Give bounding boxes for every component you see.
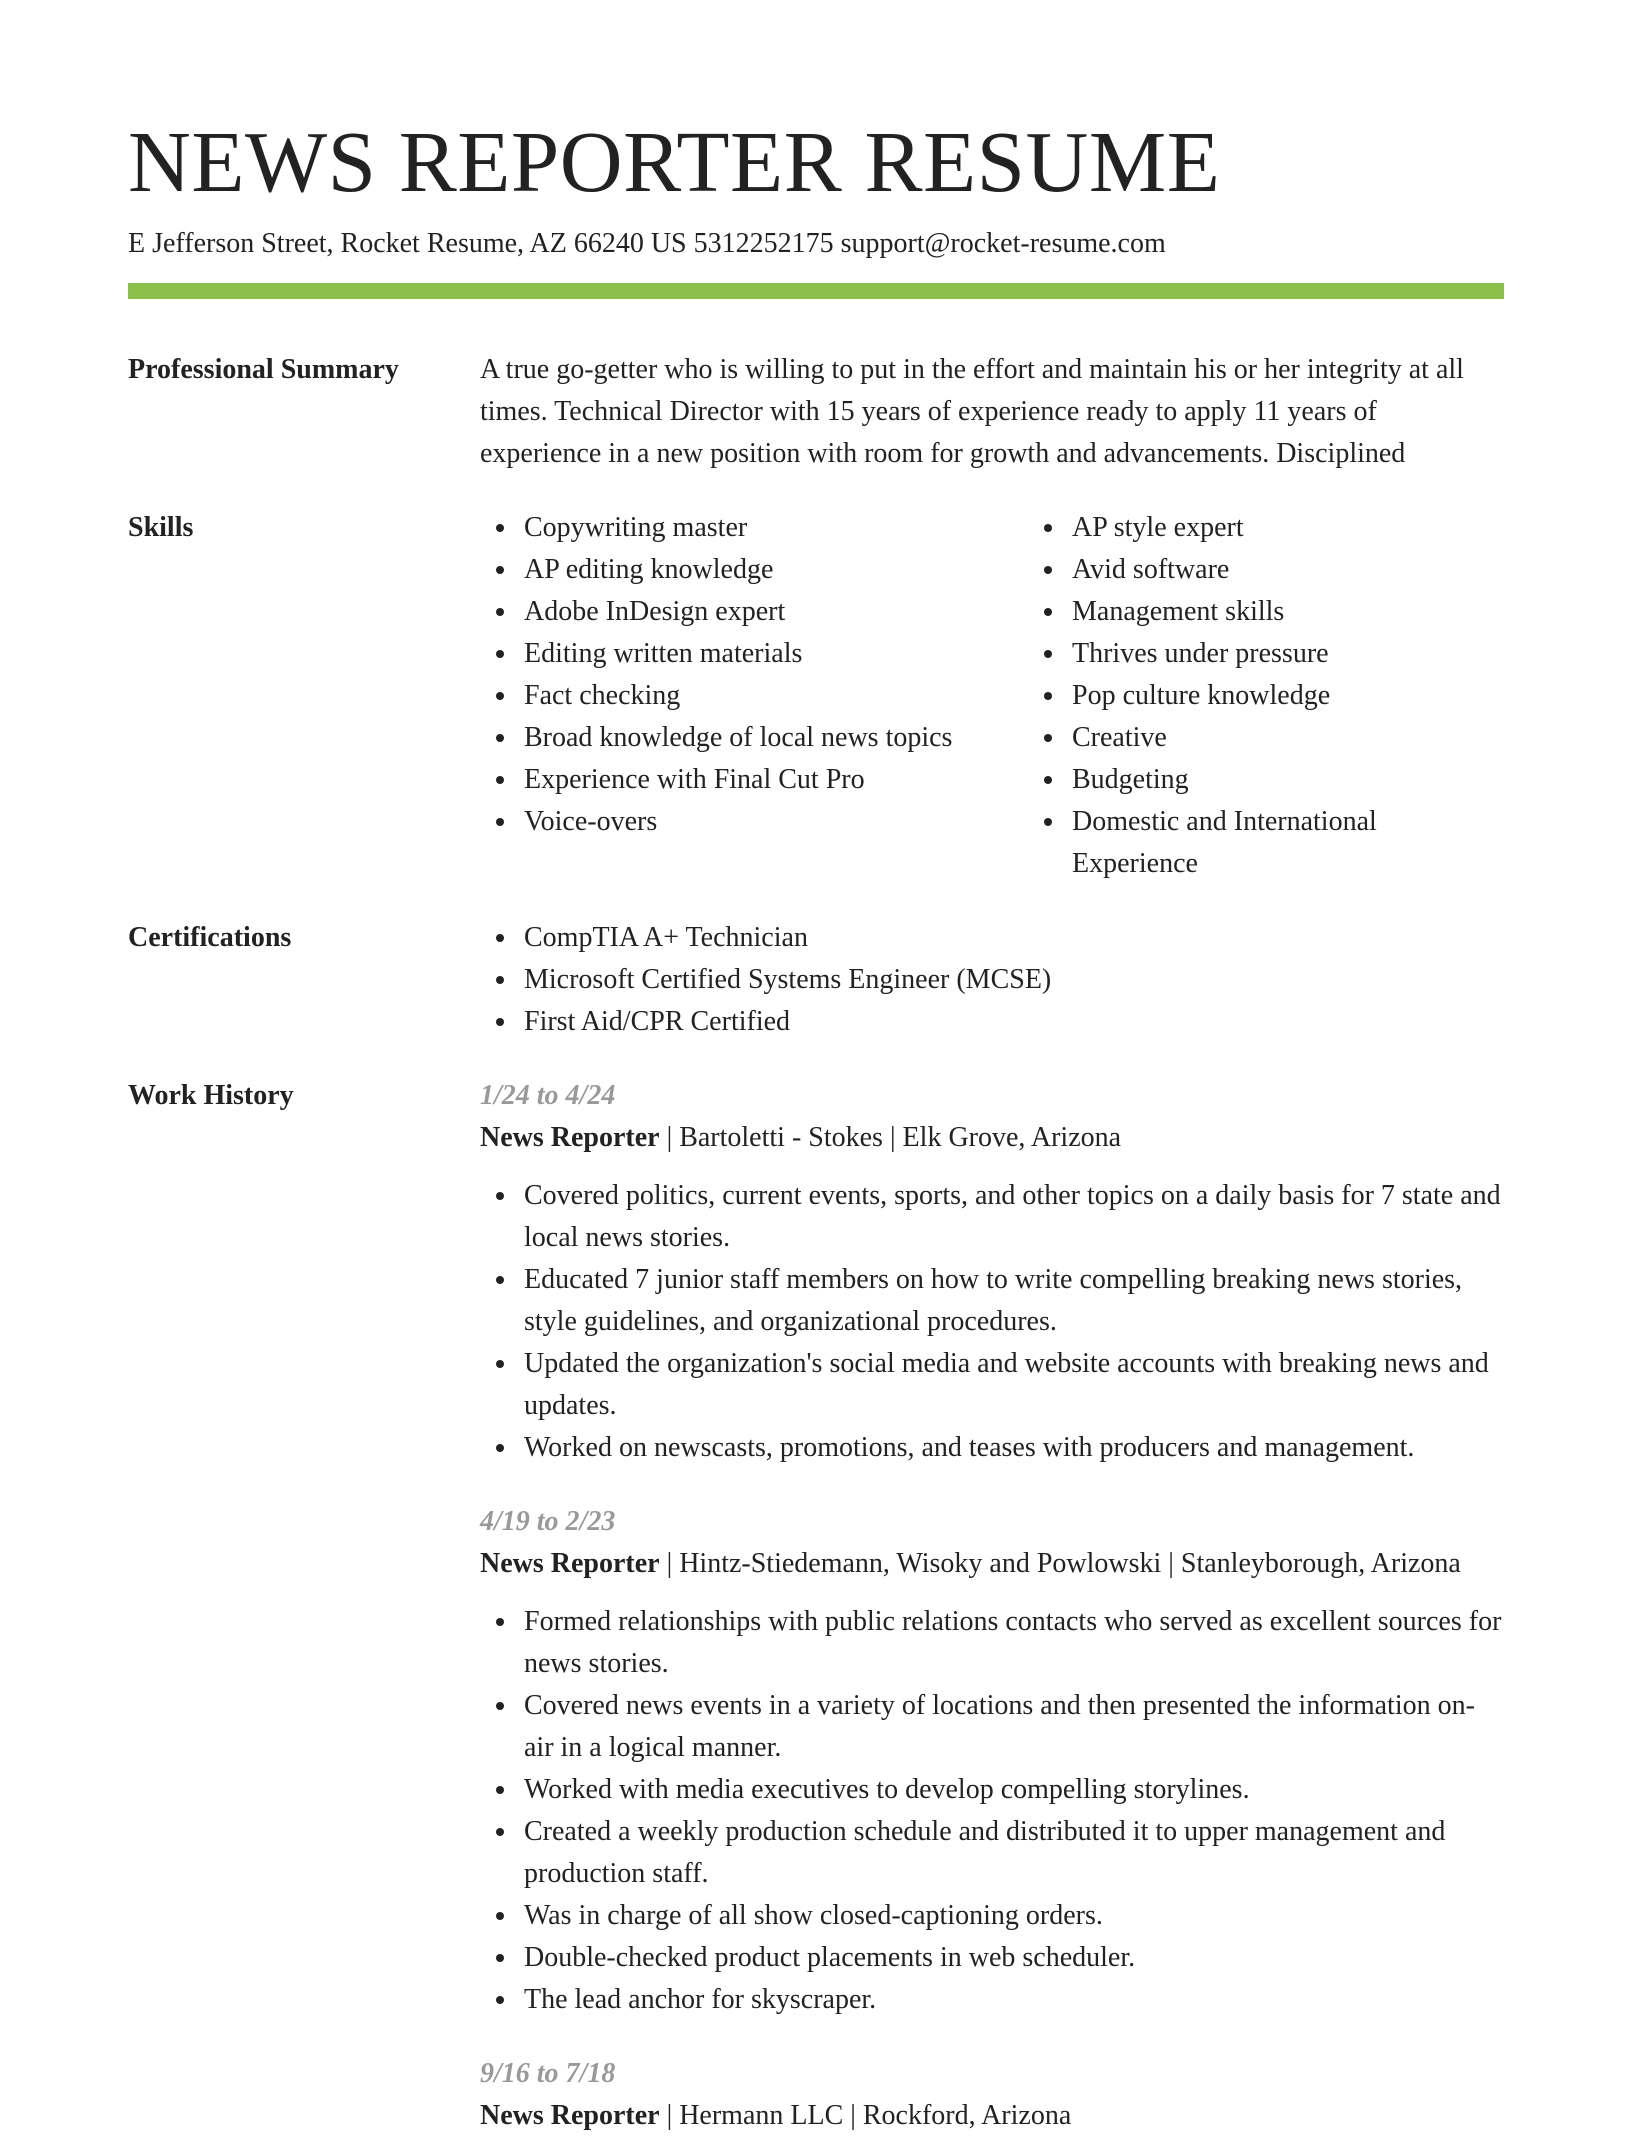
- job-heading: [480, 2095, 1504, 2137]
- contact-line: [128, 227, 1504, 261]
- skills-list-right: [1028, 507, 1504, 885]
- job-dates: 4/19 to 2/23: [480, 1505, 616, 1537]
- job-bullets: [480, 1601, 1504, 2021]
- job-bullet: Worked on newscasts, promotions, and teases with producers and management.: [524, 1427, 1504, 1469]
- job-bullets: [480, 1175, 1504, 1469]
- skill-item: Budgeting: [1072, 759, 1504, 801]
- skill-item: Experience with Final Cut Pro: [524, 759, 1028, 801]
- job-details: | Hintz-Stiedemann, Wisoky and Powlowski | Stanleyborough, Arizona: [659, 1547, 1461, 1579]
- skill-item: Copywriting master: [524, 507, 1028, 549]
- certification-item: Microsoft Certified Systems Engineer (MCSE): [524, 959, 1504, 1001]
- job-details: | Hermann LLC | Rockford, Arizona: [659, 2099, 1072, 2131]
- skill-item: Editing written materials: [524, 633, 1028, 675]
- work-history-section: [128, 1075, 1504, 2137]
- job-dates: 9/16 to 7/18: [480, 2057, 616, 2089]
- job-bullet: Educated 7 junior staff members on how to write compelling breaking news stories, style guidelines, and organizational procedures.: [524, 1259, 1504, 1343]
- job-title: News Reporter: [480, 2099, 660, 2131]
- job-bullet: The lead anchor for skyscraper.: [524, 1979, 1504, 2021]
- skill-item: Broad knowledge of local news topics: [524, 717, 1028, 759]
- certifications-heading: Certifications: [128, 921, 292, 953]
- skills-heading: Skills: [128, 511, 194, 543]
- skill-item: Domestic and International Experience: [1072, 801, 1504, 885]
- certification-item: First Aid/CPR Certified: [524, 1001, 1504, 1043]
- skill-item: Management skills: [1072, 591, 1504, 633]
- job-title: News Reporter: [480, 1121, 660, 1153]
- skill-item: Thrives under pressure: [1072, 633, 1504, 675]
- skill-item: AP style expert: [1072, 507, 1504, 549]
- summary-heading: Professional Summary: [128, 353, 399, 385]
- job-entry: [480, 2053, 1504, 2137]
- skill-item: Adobe InDesign expert: [524, 591, 1028, 633]
- certifications-list: [480, 917, 1504, 1043]
- summary-text: A true go-getter who is willing to put in the effort and maintain his or her integrity at all times. Technical Director with 15 years of experience ready to apply 11 years of experience in a new position with room for growth and advancements. Disciplined: [480, 353, 1464, 469]
- job-heading: [480, 1117, 1504, 1159]
- job-bullet: Updated the organization's social media and website accounts with breaking news and updates.: [524, 1343, 1504, 1427]
- resume-page: [128, 113, 1504, 2137]
- skill-item: Pop culture knowledge: [1072, 675, 1504, 717]
- skills-grid: [480, 507, 1504, 885]
- contact-email[interactable]: support@rocket-resume.com: [840, 228, 1166, 259]
- job-bullet: Was in charge of all show closed-captioning orders.: [524, 1895, 1504, 1937]
- job-bullet: Double-checked product placements in web scheduler.: [524, 1937, 1504, 1979]
- job-details: | Bartoletti - Stokes | Elk Grove, Arizona: [659, 1121, 1122, 1153]
- work-history-heading: Work History: [128, 1079, 294, 1111]
- job-entry: [480, 1501, 1504, 2021]
- skill-item: Fact checking: [524, 675, 1028, 717]
- job-bullet: Formed relationships with public relations contacts who served as excellent sources for news stories.: [524, 1601, 1504, 1685]
- skills-list-left: [480, 507, 1028, 885]
- job-title: News Reporter: [480, 1547, 660, 1579]
- job-bullet: Worked with media executives to develop compelling storylines.: [524, 1769, 1504, 1811]
- contact-phone: 5312252175: [693, 228, 834, 259]
- certification-item: CompTIA A+ Technician: [524, 917, 1504, 959]
- job-dates: 1/24 to 4/24: [480, 1079, 616, 1111]
- accent-divider: [128, 283, 1504, 299]
- job-heading: [480, 1543, 1504, 1585]
- skills-section: [128, 507, 1504, 885]
- summary-section: [128, 349, 1504, 475]
- skill-item: Creative: [1072, 717, 1504, 759]
- resume-title: NEWS REPORTER RESUME: [128, 113, 1221, 210]
- certifications-body: [480, 917, 1504, 1043]
- work-history-body: [480, 1075, 1504, 2137]
- skill-item: Voice-overs: [524, 801, 1028, 843]
- certifications-section: [128, 917, 1504, 1043]
- skill-item: AP editing knowledge: [524, 549, 1028, 591]
- contact-address: E Jefferson Street, Rocket Resume, AZ 66240 US: [128, 228, 687, 259]
- job-bullet: Created a weekly production schedule and distributed it to upper management and production staff.: [524, 1811, 1504, 1895]
- job-bullet: Covered politics, current events, sports, and other topics on a daily basis for 7 state and local news stories.: [524, 1175, 1504, 1259]
- skill-item: Avid software: [1072, 549, 1504, 591]
- job-bullet: Covered news events in a variety of locations and then presented the information on-air in a logical manner.: [524, 1685, 1504, 1769]
- job-entry: [480, 1075, 1504, 1469]
